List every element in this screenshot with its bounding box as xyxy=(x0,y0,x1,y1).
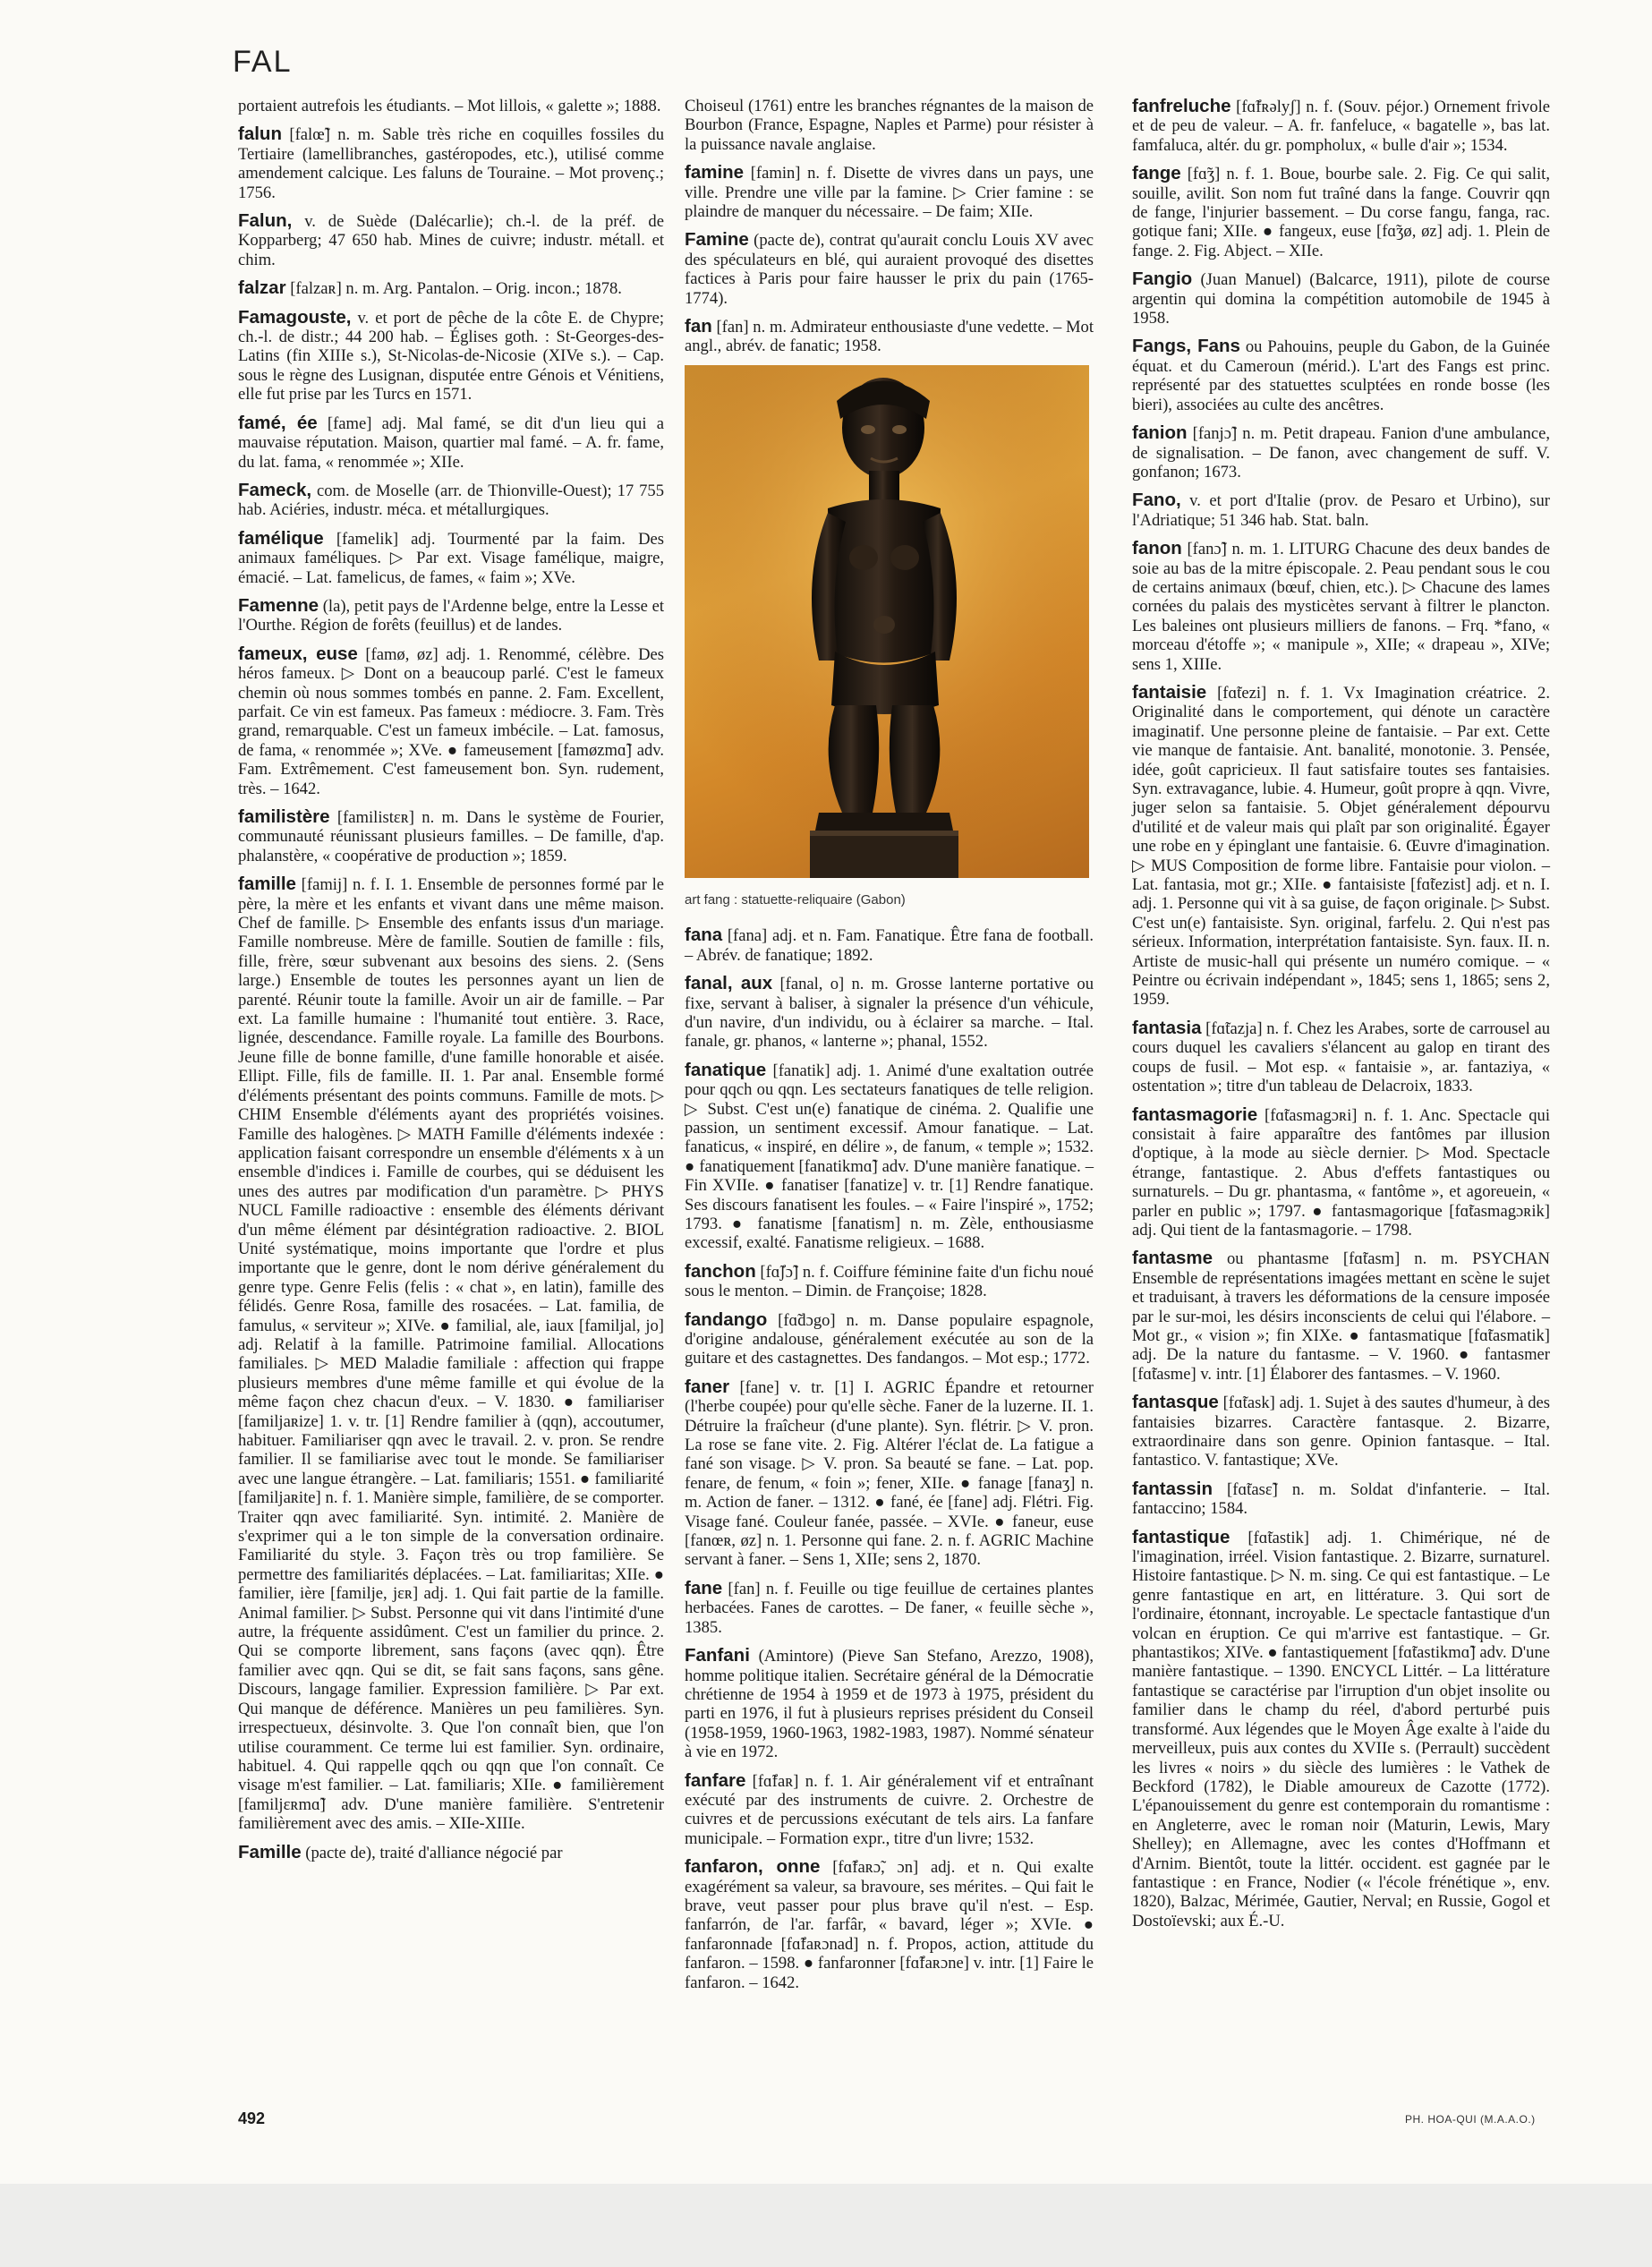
entry-headword: fantastique xyxy=(1132,1526,1230,1547)
entry-headword: fanchon xyxy=(685,1260,756,1282)
entry-definition: ou Pahouins, peuple du Gabon, de la Guinée équat. et du Cameroun (mérid.). L'art des Fangs est princ. représenté par des statuettes sculptées en ronde bosse (les bieri), associées au culte des ancêtres. xyxy=(1132,337,1551,414)
entry-headword: fameux, euse xyxy=(238,643,358,664)
entry-definition: [fanjɔ̃] n. m. Petit drapeau. Fanion d'une ambulance, de signalisation. – De fanon, avec changement de suff. V. gonfanon; 1673. xyxy=(1132,424,1550,482)
entry-headword: famille xyxy=(238,874,296,895)
entry-definition: [famø, øz] adj. 1. Renommé, célèbre. Des héros fameux. ▷ Dont on a beaucoup parlé. C'est le fameux chemin où nous sommes tombés en panne. 2. Fam. Excellent, parfait. Ce vin est fameux. Pas fameux : médiocre. 3. Fam. Très grand, remarquable. C'est un fameux imbécile. – Lat. famosus, de fama, « renommée »; XVe. ● fameusement [famøzmɑ̃] adv. Fam. Extrêmement. C'est fameusement bon. Syn. rudement, très. – 1642. xyxy=(238,644,664,798)
dictionary-entry xyxy=(1132,423,1550,482)
entry-definition: [fanɔ̃] n. m. 1. LITURG Chacune des deux bandes de soie au bas de la mitre épiscopale. 2. Peau pendant sous le cou de certains animaux (bœuf, chien, etc.). ▷ Chacune des lames cornées du palais des mysticètes servant à filtrer le plancton. Les baleines ont plusieurs milliers de fanons. – Frq. *fano, « morceau d'étoffe »; « manipule », XIIe; « drapeau », XIVe; sens 1, XIIIe. xyxy=(1132,540,1550,674)
entry-definition: (pacte de), traité d'alliance négocié par xyxy=(301,1843,563,1862)
dictionary-entry xyxy=(238,97,664,115)
entry-headword: Fanfani xyxy=(685,1645,750,1666)
entry-definition: ou phantasme [fɑ̃tasm] n. m. PSYCHAN Ensemble de représentations imagées mettant en scène le sujet et traduisant, à travers les déformations de la censure imposée par le sur-moi, les désirs inconscients de celui qui l'élabore. – Mot gr., « vision »; fin XIXe. ● fantasmatique [fɑ̃tasmatik] adj. De la nature du fantasme. – V. 1960. ● fantasmer [fɑ̃tasme] v. intr. [1] Élaborer des fantasmes. – V. 1960. xyxy=(1132,1249,1550,1384)
entry-headword: fanon xyxy=(1132,538,1182,559)
entry-definition: [fɑ̃tazja] n. f. Chez les Arabes, sorte de carrousel au cours duquel les cavaliers s'élancent au galop en tirant des coups de fusil. – Mot esp. « fantaisie », ar. fantaziya, « ostentation »; titre d'un tableau de Delacroix, 1833. xyxy=(1132,1018,1550,1096)
entry-headword: fane xyxy=(685,1577,723,1598)
entry-headword: famine xyxy=(685,162,745,183)
entry-headword: faner xyxy=(685,1376,730,1397)
entry-definition: [fɑ̃fʀəlyʃ] n. f. (Souv. péjor.) Ornement frivole et de peu de valeur. – A. fr. fanfeluce, « bagatelle », bas lat. famfaluca, altér. du gr. pompholux, « bulle d'air »; 1534. xyxy=(1132,98,1550,155)
entry-definition: v. et port de pêche de la côte E. de Chypre; ch.-l. de distr.; 44 200 hab. – Églises goth. : St-Georges-des-Latins (fin XIIIe s.), St-Nicolas-de-Nicosie (XIVe s.). – Cap. sous le règne des Lusignan, disputée entre Génois et Vénitiens, elle fut prise par les Turcs en 1571. xyxy=(238,308,664,405)
entry-headword: Fano, xyxy=(1132,490,1181,511)
entry-headword: fantasmagorie xyxy=(1132,1104,1258,1125)
dictionary-entry xyxy=(685,974,1094,1052)
dictionary-entry xyxy=(685,1377,1094,1570)
entry-headword: falun xyxy=(238,124,282,145)
page-number: 492 xyxy=(238,2109,266,2127)
dictionary-entry xyxy=(238,529,664,587)
entry-headword: fanfare xyxy=(685,1769,746,1791)
entry-definition: [fɑ̃dɔgo] n. m. Danse populaire espagnole, d'origine andalouse, généralement exécutée au son de la guitare et des castagnettes. Des fandangos. – Mot esp.; 1772. xyxy=(685,1310,1094,1368)
dictionary-entry xyxy=(1132,1018,1550,1096)
entry-headword: Famille xyxy=(238,1841,302,1862)
entry-headword: Falun, xyxy=(238,210,293,232)
entry-headword: fantaisie xyxy=(1132,681,1207,703)
dictionary-entry xyxy=(1132,269,1550,328)
dictionary-entry xyxy=(238,644,664,798)
entry-headword: Famenne xyxy=(238,594,319,616)
dictionary-entry xyxy=(685,1310,1094,1368)
entry-headword: fanal, aux xyxy=(685,973,773,994)
dictionary-entry xyxy=(685,925,1094,965)
entry-definition: (Juan Manuel) (Balcarce, 1911), pilote de course argentin qui domina la compétition automobile de 1945 à 1958. xyxy=(1132,270,1550,328)
photo-credit: PH. HOA-QUI (M.A.A.O.) xyxy=(1405,2113,1536,2126)
entry-headword: falzar xyxy=(238,277,286,299)
dictionary-entry xyxy=(238,1843,664,1862)
column-2 xyxy=(685,97,1094,2001)
dictionary-entry xyxy=(685,1771,1094,1849)
entry-headword: fanfreluche xyxy=(1132,96,1231,116)
dictionary-entry xyxy=(238,211,664,269)
dictionary-entry xyxy=(238,874,664,1833)
entry-headword: fantasia xyxy=(1132,1017,1202,1038)
dictionary-entry xyxy=(685,1061,1094,1253)
entry-definition: [fɑ̃tastik] adj. 1. Chimérique, né de l'imagination, irréel. Vision fantastique. 2. Bizarre, surnaturel. Histoire fantastique. ▷ N. m. sing. Ce qui est fantastique. – Le genre fantastique en art, en littérature. 3. Qui sort de l'ordinaire, étonnant, incroyable. Le spectacle fantastique d'un volcan en éruption. Ce qui m'arrive est fantastique. – Gr. phantastikos; XIVe. ● fantastiquement [fɑ̃tastikmɑ̃] adv. D'une manière fantastique. – 1390. ENCYCL Littér. – La littérature fantastique se caractérise par l'irruption d'un objet insolite ou familier dans le champ du réel, d'abord perturbé puis transformé. Aux légendes que le Moyen Âge exalte à l'aide du merveilleux, puis aux contes du XVIIe s. (Perrault) succèdent les livres « noirs » du siècle des lumières : le Vathek de Beckford (1782), le Diable amoureux de Cazotte (1772). L'épanouissement du genre est contemporain du romantisme : en Angleterre, avec le roman noir (Maturin, Lewis, Mary Shelley); en Allemagne, avec les contes d'Hoffmann et d'Arnim. Bientôt, toute la littér. occident. est gagnée par le fantastique : en France, Nodier (« l'école frénétique », env. 1820), Balzac, Mérimée, Gautier, Nerval; en Russie, Gogol et Dostoïevski; aux É.-U. xyxy=(1132,1528,1550,1930)
entry-definition: [fanatik] adj. 1. Animé d'une exaltation outrée pour qqch ou qqn. Les sectateurs fanatiques de telle religion. ▷ Subst. C'est un(e) fanatique de cinéma. 2. Qualifie une passion, un sentiment excessif. Amour fanatique. – Lat. fanaticus, « inspiré, en délire », de fanum, « temple »; 1532. ● fanatiquement [fanatikmɑ̃] adv. D'une manière fanatique. – Fin XVIIe. ● fanatiser [fanatize] v. tr. [1] Rendre fanatique. Ses discours fanatisent les foules. – « Faire l'inspiré », 1752; 1793. ● fanatisme [fanatism] n. m. Zèle, enthousiasme excessif, exalté. Fanatisme religieux. – 1688. xyxy=(685,1061,1094,1253)
entry-definition: [fɑ̃task] adj. 1. Sujet à des sautes d'humeur, à des fantaisies bizarres. Caractère fantasque. 2. Bizarre, extraordinaire dans son genre. Opinion fantasque. – Ital. fantastico. V. fantastique; XVe. xyxy=(1132,1393,1550,1470)
dictionary-entry xyxy=(1132,97,1550,155)
figure-caption: art fang : statuette-reliquaire (Gabon) xyxy=(685,891,906,908)
entry-headword: Famagouste, xyxy=(238,306,352,328)
dictionary-entry xyxy=(685,230,1094,308)
dictionary-entry xyxy=(685,97,1094,154)
dictionary-entry xyxy=(238,481,664,520)
entry-headword: Famine xyxy=(685,229,749,251)
entry-definition: [fana] adj. et n. Fam. Fanatique. Être fana de football. – Abrév. de fanatique; 1892. xyxy=(685,926,1094,965)
entry-headword: fandango xyxy=(685,1308,768,1330)
entry-definition: [fɑ̃tasɛ̃] n. m. Soldat d'infanterie. – Ital. fantaccino; 1584. xyxy=(1132,1479,1550,1519)
entry-headword: fanatique xyxy=(685,1059,767,1080)
dictionary-entry xyxy=(238,413,664,472)
entry-definition: [famelik] adj. Tourmenté par la faim. Des animaux faméliques. ▷ Par ext. Visage famélique, maigre, émacié. – Lat. famelicus, de fames, « faim »; XVe. xyxy=(238,529,664,587)
dictionary-entry xyxy=(1132,1249,1550,1384)
entry-definition: portaient autrefois les étudiants. – Mot lillois, « galette »; 1888. xyxy=(238,97,661,115)
entry-definition: [fane] v. tr. [1] I. AGRIC Épandre et retourner (l'herbe coupée) pour qu'elle sèche. Faner de la luzerne. II. 1. Détruire la fraîcheur (d'une plante). Syn. flétrir. ▷ V. pron. La rose se fane vite. 2. Fig. Altérer l'éclat de. La fatigue a fané son visage. ▷ V. pron. Sa beauté se fane. – Lat. pop. fenare, de fenum, « foin »; fener, XIIe. ● fanage [fanaʒ] n. m. Action de faner. – 1312. ● fané, ée [fane] adj. Flétri. Fig. Visage fané. Couleur fanée, passée. – XVIe. ● faneur, euse [fanœʀ, øz] n. 1. Personne qui fane. 2. n. f. AGRIC Machine servant à faner. – Sens 1, XIIe; sens 2, 1870. xyxy=(685,1377,1094,1570)
dictionary-entry xyxy=(238,124,664,202)
entry-headword: famélique xyxy=(238,527,324,549)
dictionary-entry xyxy=(685,163,1094,221)
dictionary-entry xyxy=(238,596,664,635)
entry-headword: fanion xyxy=(1132,422,1188,444)
entry-definition: [fan] n. m. Admirateur enthousiaste d'une vedette. – Mot angl., abrév. de fanatic; 1958. xyxy=(685,318,1094,356)
dictionary-entry xyxy=(1132,337,1550,414)
dictionary-entry xyxy=(1132,164,1550,260)
entry-definition: (pacte de), contrat qu'aurait conclu Louis XV avec des spéculateurs en blé, qui auraient provoqué des disettes factices à Paris pour faire hausser le prix du pain (1765-1774). xyxy=(685,231,1094,308)
scan-margin xyxy=(0,2184,1652,2267)
dictionary-entry xyxy=(685,1857,1094,1992)
entry-definition: [fame] adj. Mal famé, se dit d'un lieu qui a mauvaise réputation. Maison, quartier mal famé. – A. fr. fame, du lat. fama, « renommée »; XIIe. xyxy=(238,413,664,472)
entry-headword: fanfaron, onne xyxy=(685,1856,821,1878)
entry-definition: [famin] n. f. Disette de vivres dans un pays, une ville. Prendre une ville par la famine. ▷ Crier famine : se plaindre de manquer du nécessaire. – De faim; XIIe. xyxy=(685,164,1094,222)
entry-headword: fantasme xyxy=(1132,1248,1213,1269)
entry-headword: Fameck, xyxy=(238,479,312,500)
entry-headword: fan xyxy=(685,316,712,337)
dictionary-entry xyxy=(1132,539,1550,674)
dictionary-entry xyxy=(685,1579,1094,1637)
entry-headword: fana xyxy=(685,925,723,946)
page-header: FAL xyxy=(233,45,293,79)
entry-definition: [familistɛʀ] n. m. Dans le système de Fourier, communauté réunissant plusieurs familles. – De famille, d'ap. phalanstère, « coopérative de production »; 1859. xyxy=(238,808,664,865)
entry-definition: [fɑ̃ʒ] n. f. 1. Boue, bourbe sale. 2. Fig. Ce qui salit, souille, avilit. Son nom fut traîné dans la fange. Couvrir qqn de fange, l'injurier bassement. – Du corse fangu, fanga, rac. gotique fani; XIIe. ● fangeux, euse [fɑ̃ʒø, øz] adj. 1. Plein de fange. 2. Fig. Abject. – XIIe. xyxy=(1132,165,1550,260)
statuette-photo xyxy=(685,365,1089,878)
dictionary-entry xyxy=(1132,683,1550,1010)
entry-definition: [fɑ̃tezi] n. f. 1. Vx Imagination créatrice. 2. Originalité dans le comportement, qui dénote un caractère imaginatif. Une personne pleine de fantaisie. – Par ext. Cette vie manque de fantaisie. Ant. banalité, monotonie. 3. Pensée, idée, goût capricieux. Il faut satisfaire toutes ses fantaisies. Syn. extravagance, lubie. 4. Humeur, goût propre à qqn. Vivre, juger selon sa fantaisie. 5. Objet généralement dépourvu d'utilité et de valeur mais qui plaît par son originalité. Égayer une robe en y épinglant une fantaisie. 6. Œuvre d'imagination. ▷ MUS Composition de forme libre. Fantaisie pour violon. – Lat. fantasia, mot gr.; XIIe. ● fantaisiste [fɑ̃tezist] adj. et n. I. adj. 1. Personne qui vit à sa guise, de façon originale. ▷ Subst. C'est un(e) fantaisiste. Syn. original, farfelu. 2. Qui n'est pas sérieux. Information, interprétation fantaisiste. Syn. faux. II. n. Artiste de music-hall qui présente un numéro comique. – « Peintre ou écrivain indépendant », 1845; sens 1, 1865; sens 2, 1959. xyxy=(1132,683,1550,1010)
entry-headword: familistère xyxy=(238,806,330,827)
entry-definition: [falœ̃] n. m. Sable très riche en coquilles fossiles du Tertiaire (lamellibranches, gastéropodes, etc.), utilisé comme amendement calcique. Les faluns de Touraine. – Mot provenç.; 1756. xyxy=(238,125,664,202)
entry-definition: [falzaʀ] n. m. Arg. Pantalon. – Orig. incon.; 1878. xyxy=(285,279,622,299)
entry-definition: [fɑ̃tasmagɔʀi] n. f. 1. Anc. Spectacle qui consistait à faire apparaître des fantômes par illusion d'optique, à la mode au siècle dernier. ▷ Mod. Spectacle étrange, fantastique. 2. Abus d'effets fantastiques ou surnaturels. – Du gr. phantasma, « fantôme », et agoreuein, « parler en public »; 1797. ● fantasmagorique [fɑ̃tasmagɔʀik] adj. Qui tient de la fantasmagorie. – 1798. xyxy=(1132,1105,1550,1240)
entry-headword: fange xyxy=(1132,163,1181,184)
entry-definition: [famij] n. f. I. 1. Ensemble de personnes formé par le père, la mère et les enfants et vivant dans une même maison. Chef de famille. ▷ Ensemble des enfants issus d'un mariage. Famille nombreuse. Mère de famille. Soutien de famille : fils, fille, frère, sœur subvenant aux besoins des siens. 2. (Sens large.) Ensemble de toutes les personnes ayant un lien de parenté. Réunir toute la famille. Avoir un air de famille. – Par ext. La famille humaine : l'humanité tout entière. 3. Race, lignée, descendance. Famille royale. La famille des Bourbons. Jeune fille de bonne famille, d'une famille honorable et aisée. Ellipt. Fille, fils de famille. II. 1. Par anal. Ensemble formé d'éléments présentant des points communs. Famille de mots. ▷ CHIM Ensemble d'éléments ayant des propriétés voisines. Famille des halogènes. ▷ MATH Famille d'éléments indexée : application faisant correspondre un ensemble d'éléments x à un ensemble d'indices i. Famille de courbes, qui se déduisent les unes des autres par modification d'un paramètre. ▷ PHYS NUCL Famille radioactive : ensemble des éléments dérivant d'un même élément par désintégration radioactive. 2. BIOL Unité systématique, moins importante que l'ordre et plus importante que le genre, dont le nom dérive généralement du genre type. Genre Felis (felis : « chat », en latin), famille des félidés. Genre Rosa, famille des rosacées. – Lat. familia, de famulus, « serviteur »; XIVe. ● familial, ale, iaux [familjal, jo] adj. Relatif à la famille. Patrimoine familial. Allocations familiales. ▷ MED Maladie familiale : affection qui frappe plusieurs membres d'une même famille et qui évolue de la même façon chez chacun d'eux. – V. 1830. ● familiariser [familjaʀize] 1. v. tr. [1] Rendre familier à (qqn), accoutumer, habituer. Familiariser qqn avec le travail. 2. v. pron. Se rendre familier. Il se familiarise avec tout le monde. Se familiariser avec une langue étrangère. – Lat. familiaris; 1551. ● familiarité [familjaʀite] n. f. 1. Manière simple, familière, de se comporter. Traiter qqn avec familiarité. Syn. intimité. 2. Manière de s'exprimer qui a le ton simple de la conversation ordinaire. Familiarité du style. 3. Façon très ou trop familière. Se permettre des familiarités déplacées. – Lat. familiaritas; XIIe. ● familier, ière [familje, jɛʀ] adj. 1. Qui fait partie de la famille. Animal familier. ▷ Subst. Personne qui vit dans l'intimité d'une autre, la fréquente assidûment. C'est un familier du prince. 2. Qui se comporte librement, sans façons (avec qqn). Être familier avec qqn. Qui se dit, se fait sans façons, sans gêne. Discours, langage familier. Expression familière. ▷ Par ext. Qui manque de déférence. Manières un peu familières. Syn. irrespectueux, désinvolte. 3. Que l'on connaît bien, que l'on utilise couramment. Ce terme lui est familier. Syn. ordinaire, habituel. 4. Qui rappelle qqch ou qqn que l'on connaît. Ce visage m'est familier. – Lat. familiaris; XIIe. ● familièrement [familjɛʀmɑ̃] adv. D'une manière familière. S'entretenir familièrement avec des amis. – XIIe-XIIIe. xyxy=(238,875,664,1834)
entry-headword: famé, ée xyxy=(238,412,318,433)
entry-definition: (la), petit pays de l'Ardenne belge, entre la Lesse et l'Ourthe. Région de forêts (feuillus) et de landes. xyxy=(238,596,664,635)
dictionary-entry xyxy=(1132,1105,1550,1240)
entry-definition: [fanal, o] n. m. Grosse lanterne portative ou fixe, servant à baliser, à signaler la présence d'un véhicule, d'un navire, d'un individu, ou à éclairer sa marche. – Ital. fanale, gr. phanos, « lanterne »; phanal, 1552. xyxy=(685,975,1094,1052)
entry-headword: Fangio xyxy=(1132,268,1193,290)
dictionary-entry xyxy=(1132,1479,1550,1519)
fang-statuette-image xyxy=(685,365,1089,878)
entry-definition: Choiseul (1761) entre les branches régnantes de la maison de Bourbon (France, Espagne, Naples et Parme) pour résister à la puissance navale anglaise. xyxy=(685,97,1094,154)
entry-definition: [fɑ̃faʀ] n. f. 1. Air généralement vif et entraînant exécuté par des instruments de cuivre. 2. Orchestre de cuivres et de percussions exécutant de tels airs. La fanfare municipale. – Formation expr., titre d'un livre; 1532. xyxy=(685,1771,1094,1848)
entry-definition: [fɑ̃faʀɔ̃, ɔn] adj. et n. Qui exalte exagérément sa valeur, sa bravoure, ses mérites. – Qui fait le brave, veut passer pour plus brave qu'il n'est. – Esp. fanfarrón, de l'ar. farfâr, « bavard, léger »; XVIe. ● fanfaronnade [fɑ̃faʀɔnad] n. f. Propos, action, attitude du fanfaron. – 1598. ● fanfaronner [fɑ̃faʀɔne] v. intr. [1] Faire le fanfaron. – 1642. xyxy=(685,1858,1094,1992)
entry-definition: v. et port d'Italie (prov. de Pesaro et Urbino), sur l'Adriatique; 51 346 hab. Stat. baln. xyxy=(1132,491,1550,530)
dictionary-entry xyxy=(238,278,664,298)
dictionary-entry xyxy=(685,1646,1094,1761)
dictionary-entry xyxy=(1132,1528,1550,1931)
dictionary-entry xyxy=(1132,490,1550,530)
dictionary-entry xyxy=(685,1262,1094,1301)
dictionary-entry xyxy=(238,308,664,405)
column-1 xyxy=(238,97,664,1871)
entry-definition: (Amintore) (Pieve San Stefano, Arezzo, 1908), homme politique italien. Secrétaire général de la Démocratie chrétienne de 1954 à 1959 et de 1973 à 1975, président du parti en 1976, il fut à plusieurs reprises président du Conseil (1958-1959, 1960-1963, 1982-1983, 1987). Nommé sénateur à vie en 1972. xyxy=(685,1647,1094,1762)
entry-definition: v. de Suède (Dalécarlie); ch.-l. de la préf. de Kopparberg; 47 650 hab. Mines de cuivre; industr. métall. et chim. xyxy=(238,212,664,269)
dictionary-entry xyxy=(685,317,1094,356)
entry-headword: Fangs, Fans xyxy=(1132,336,1240,357)
entry-headword: fantasque xyxy=(1132,1392,1219,1413)
entry-definition: com. de Moselle (arr. de Thionville-Ouest); 17 755 hab. Aciéries, industr. méca. et métallurgiques. xyxy=(238,481,664,520)
dictionary-entry xyxy=(1132,1393,1550,1470)
column-3 xyxy=(1132,97,1550,1939)
entry-definition: [fɑ̃ʃɔ̃] n. f. Coiffure féminine faite d'un fichu noué sous le menton. – Dimin. de Françoise; 1828. xyxy=(685,1262,1094,1301)
entry-definition: [fan] n. f. Feuille ou tige feuillue de certaines plantes herbacées. Fanes de carottes. – De faner, « feuille sèche », 1385. xyxy=(685,1579,1094,1637)
entry-headword: fantassin xyxy=(1132,1478,1213,1499)
dictionary-entry xyxy=(238,807,664,865)
